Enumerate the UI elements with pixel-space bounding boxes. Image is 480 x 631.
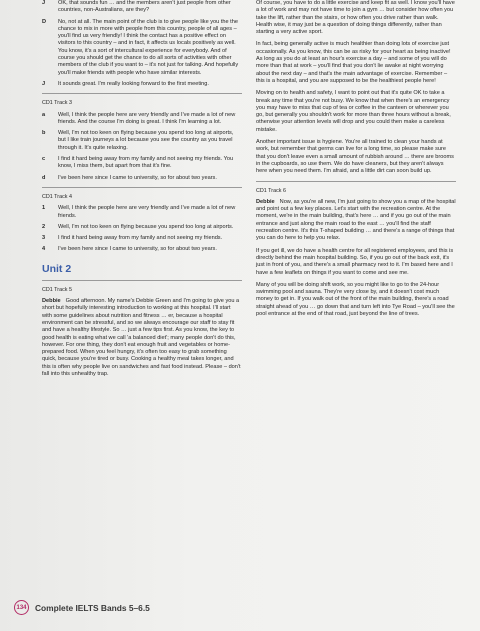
item-text: Well, I think the people here are very friendly and I've made a lot of new friends. [58, 205, 236, 219]
item-text: Well, I'm not too keen on flying because you spend too long at airports, but I like train journeys a lot because you see the country as you travel through it. It's quite relaxing. [58, 130, 234, 151]
list-item [42, 224, 242, 231]
right-column [256, 0, 456, 323]
dialogue-text: OK, that sounds fun … and the members aren't just people from other countries, non-Australians, are they? [58, 0, 231, 14]
dialogue-line [42, 81, 242, 88]
item-label: b [42, 130, 46, 137]
item-label: 3 [42, 235, 46, 242]
dialogue-text: It sounds great. I'm really looking forward to the first meeting. [58, 80, 209, 87]
item-text: Well, I'm not too keen on flying because you spend too long at airports. [58, 223, 234, 230]
track-heading: CD1 Track 6 [256, 187, 286, 194]
transcript-paragraph [42, 298, 242, 378]
transcript-paragraph: Another important issue is hygiene. You're all trained to clean your hands at work, but remember that germs can live for a long time, so please make sure that you don't leave even a small amount of rubbish around … there are brooms in the cupboards, so use them. We do have cleaners, but they aren't always here when you need them. I'm afraid, and a little dirt can soon build up. [256, 139, 454, 175]
list-item [42, 175, 242, 182]
speaker-name: Debbie [42, 298, 61, 305]
item-label: d [42, 174, 46, 181]
item-text: I've been here since I came to university, so for about two years. [58, 246, 217, 253]
speaker-label: J [42, 0, 46, 6]
speaker-label: J [42, 80, 46, 87]
list-item [42, 246, 242, 253]
left-column [42, 0, 242, 383]
list-item [42, 205, 242, 220]
transcript-text: Now, as you're all new, I'm just going to show you a map of the hospital and point out a few key places. Let's start with the recreation centre. At the moment, we're in the main building, that's here … and if you go out of the main entrance and just along the main road to the east … you'll find the staff recreation centre. It's this T-shaped building … and there's a range of things that you can do here to help you relax. [256, 198, 456, 242]
item-text: I've been here since I came to university, so for about two years. [58, 174, 217, 181]
dialogue-line [42, 19, 242, 77]
transcript-paragraph: In fact, being generally active is much healthier than doing lots of exercise just occasionally. As you know, this can be as risky for your heart as being inactive! As long as you do at least an hour's exercise a day – and some of you will do more than that at work – you'll find that you don't lie awake at night worrying about the next day – and that's the main advantage of exercise. Remember – this is a hospital, and you are supposed to be the healthiest people here! [256, 41, 451, 84]
transcript-paragraph: If you get ill, we do have a health centre for all registered employees, and this is directly behind the main hospital building. So, if you go out of the back exit, it's just in front of you, and there's a small pharmacy next to it. I'm based here and I have a few leaflets on things if you want to come and see me. [256, 247, 454, 276]
transcript-paragraph [256, 199, 456, 243]
list-item [42, 112, 242, 127]
dialogue-text: No, not at all. The main point of the club is to give people like you the the chance to mix in more with people from this country, people of all ages – you'll find us very friendly! I think the contact has a positive effect on visitors to this country – and in fact, it affects us locals positively as well. You know, it's a sort of intercultural experience for everybody. And of course you should get the chance to do all sorts of activities with other members of the club if you want to – it's not just for talking. And hopefully you'll make friends with people who have similar interests. [58, 18, 239, 76]
transcript-paragraph: Of course, you have to do a little exercise and keep fit as well. I know you'll have a lot of work and may not have time to join a gym … but consider how often you take the lift, rather than the stairs, or how often you drive rather than walk. Health wise, it may just be a question of doing things differently, rather than starting a very active sport. [256, 0, 455, 36]
page-number-badge: 134 [14, 600, 29, 615]
divider [42, 93, 242, 94]
list-item [42, 235, 242, 242]
divider [42, 187, 242, 188]
track4-list [42, 205, 242, 253]
divider [42, 280, 242, 281]
list-item [42, 130, 242, 152]
book-title: Complete IELTS Bands 5–6.5 [35, 602, 150, 613]
page-footer [14, 600, 150, 615]
item-label: 1 [42, 205, 46, 212]
list-item [42, 156, 242, 171]
transcript-paragraph: Many of you will be doing shift work, so you might like to go to the 24-hour swimming pool and sauna. They're very close by, and it doesn't cost much money to get in. If you walk out of the front of the main building, there's a road straight ahead of you … go down that and turn left into Tye Road – you'll see the pool entrance at the end of that road, just beyond the line of trees. [256, 281, 455, 317]
item-text: Well, I think the people here are very friendly and I've made a lot of new friends. And the course I'm doing is great. I think I'm learning a lot. [58, 111, 236, 125]
dialogue-line [42, 0, 242, 15]
track-heading: CD1 Track 3 [42, 100, 72, 107]
item-label: 2 [42, 223, 46, 230]
item-label: c [42, 156, 46, 163]
item-text: I find it hard being away from my family and not seeing my friends. [58, 235, 223, 242]
track-heading: CD1 Track 5 [42, 286, 72, 293]
divider [256, 181, 456, 182]
speaker-name: Debbie [256, 198, 275, 205]
item-label: a [42, 111, 46, 118]
unit-heading: Unit 2 [42, 262, 72, 275]
item-label: 4 [42, 246, 46, 253]
transcript-text: Good afternoon. My name's Debbie Green and I'm going to give you a short but hopefully interesting introduction to working at this hospital. I'll start with some guidelines about nutrition and fitness … er, because a hospital environment can be stressful, and so we always encourage our staff to stay fit and have a healthy lifestyle. So … just a few tips first. As you know, the key to good health is eating what we call 'a balanced diet'; many people don't do this, however. For one thing, they don't eat enough fruit and vegetables or home-prepared food. When you feel hungry, it's often too easy to grab something quick, because you're tired or busy. Cooking a healthy meal takes longer, and this is often why people live on sandwiches and fast food instead. Please – don't fall into this unhealthy trap. [42, 298, 241, 377]
speaker-label: D [42, 18, 47, 25]
track3-list [42, 112, 242, 182]
track-heading: CD1 Track 4 [42, 193, 72, 200]
item-text: I find it hard being away from my family and not seeing my friends. You know, I miss them, but apart from that it's fine. [58, 156, 234, 170]
transcript-paragraph: Moving on to health and safety, I want to point out that it's quite OK to take a break any time that you're not busy. We know that when there's an emergency you may have to miss that cup of tea or coffee in the canteen or wherever you go, but generally you shouldn't work for more than three hours without a break, otherwise your attention levels will drop and you could then make a careless mistake. [256, 90, 451, 133]
